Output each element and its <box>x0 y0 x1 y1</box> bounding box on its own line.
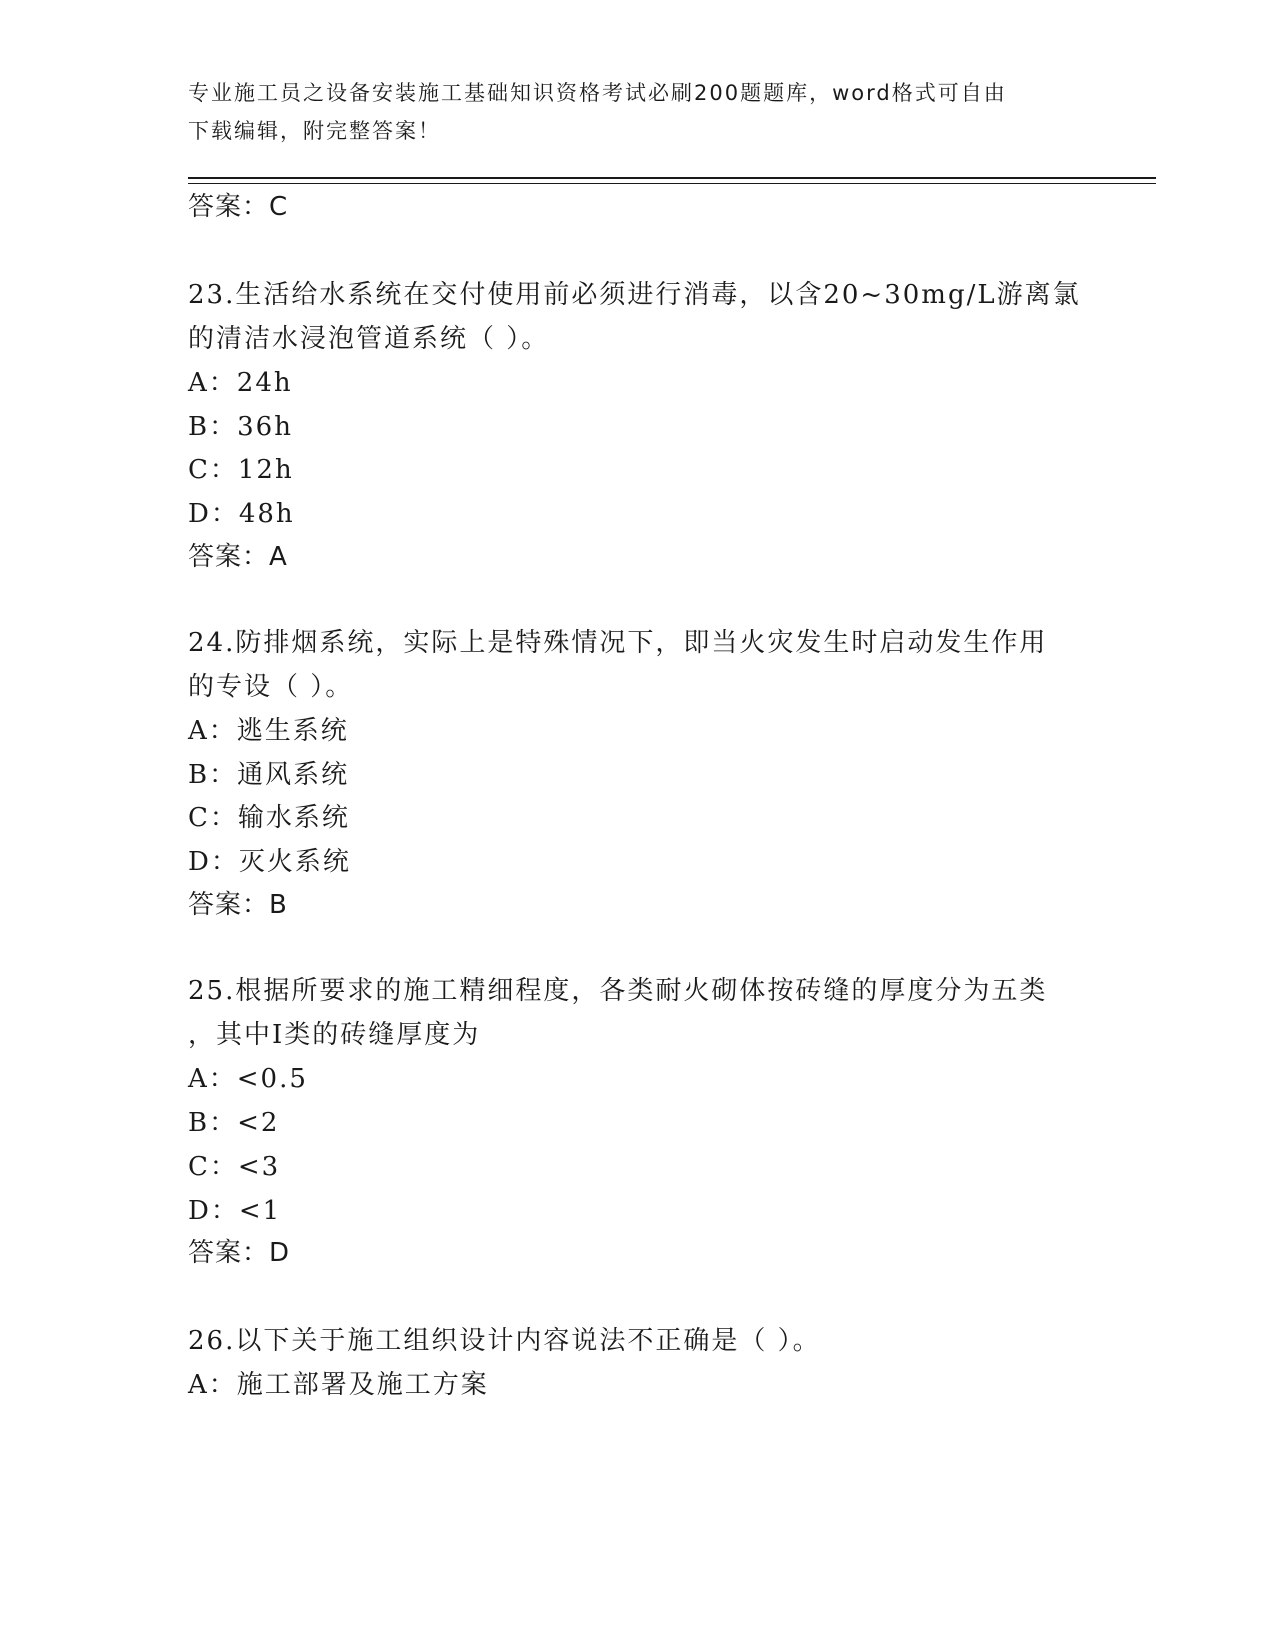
question-25-line-2: ，其中Ⅰ类的砖缝厚度为 <box>188 1020 481 1050</box>
question-23-option-a: A：24h <box>188 368 293 398</box>
question-24-answer: 答案：B <box>188 890 288 920</box>
header-line-2: 下载编辑，附完整答案！ <box>188 119 441 143</box>
document-header <box>188 74 1068 150</box>
header-divider-thin <box>188 183 1156 184</box>
question-23-option-c: C：12h <box>188 455 294 485</box>
question-24-option-c: C：输水系统 <box>188 803 350 833</box>
question-26-line-1: 26.以下关于施工组织设计内容说法不正确是（ ）。 <box>188 1326 821 1356</box>
question-23-line-1: 23.生活给水系统在交付使用前必须进行消毒，以含20~30mg/L游离氯 <box>188 280 1081 310</box>
answer-previous: 答案：C <box>188 192 289 222</box>
question-25-option-d: D：<1 <box>188 1196 282 1226</box>
question-26-option-a: A：施工部署及施工方案 <box>188 1370 489 1400</box>
header-line-1: 专业施工员之设备安装施工基础知识资格考试必刷200题题库，word格式可自由 <box>188 81 1007 105</box>
question-23-option-b: B：36h <box>188 412 293 442</box>
question-24-option-b: B：通风系统 <box>188 760 350 790</box>
question-23-answer: 答案：A <box>188 542 288 572</box>
question-24-line-2: 的专设（ ）。 <box>188 672 354 702</box>
header-divider-thick <box>188 177 1156 179</box>
question-24-line-1: 24.防排烟系统，实际上是特殊情况下，即当火灾发生时启动发生作用 <box>188 628 1048 658</box>
question-25-option-a: A：<0.5 <box>188 1064 308 1094</box>
question-25-answer: 答案：D <box>188 1238 291 1268</box>
question-23-option-d: D：48h <box>188 499 295 529</box>
question-25-line-1: 25.根据所要求的施工精细程度，各类耐火砌体按砖缝的厚度分为五类 <box>188 976 1048 1006</box>
question-25-option-b: B：<2 <box>188 1108 280 1138</box>
question-24-option-d: D：灭火系统 <box>188 847 351 877</box>
question-25-option-c: C：<3 <box>188 1152 281 1182</box>
question-23-line-2: 的清洁水浸泡管道系统（ ）。 <box>188 324 550 354</box>
question-24-option-a: A：逃生系统 <box>188 716 349 746</box>
